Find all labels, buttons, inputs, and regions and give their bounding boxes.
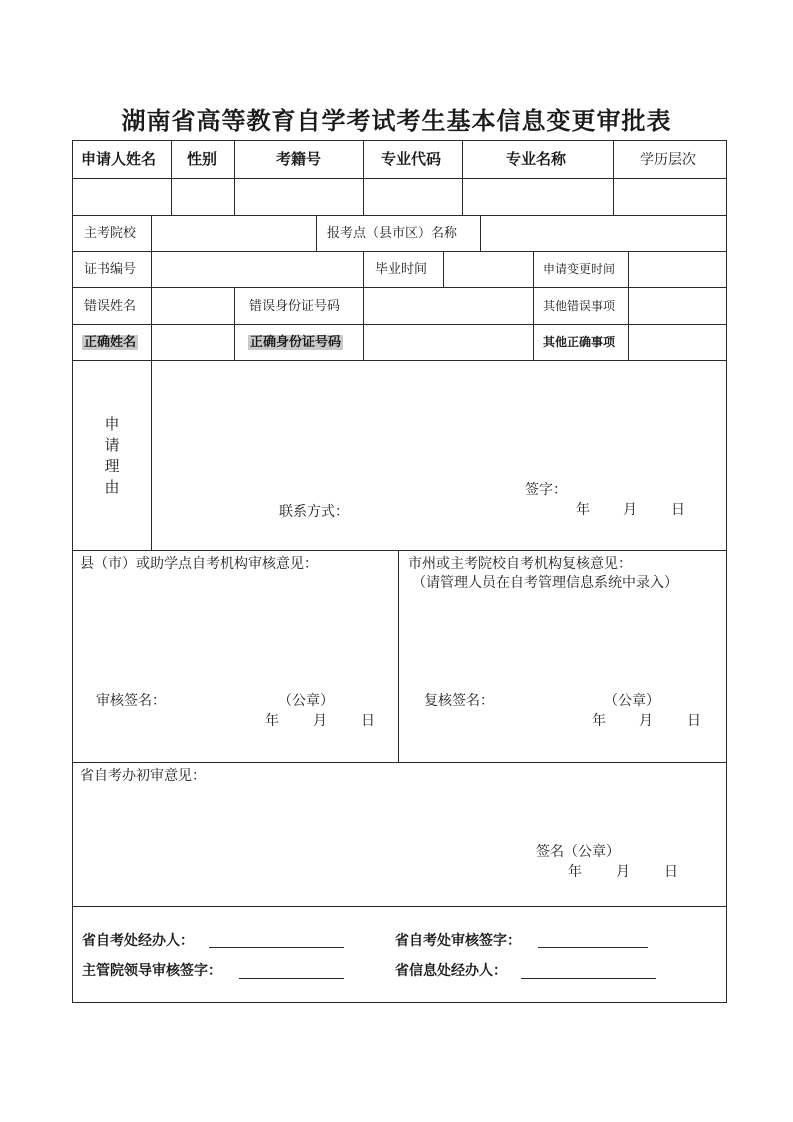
county-review-month: 月 xyxy=(313,713,327,729)
city-review-field[interactable] xyxy=(399,600,726,685)
header-gender: 性别 xyxy=(187,150,218,168)
border-right xyxy=(726,140,727,1003)
col-line xyxy=(363,251,364,287)
leader-signature-line[interactable] xyxy=(239,978,344,979)
wrong-id-label: 错误身份证号码 xyxy=(249,299,341,314)
main-school-field[interactable] xyxy=(152,216,316,251)
other-wrong-field[interactable] xyxy=(629,288,726,324)
apply-change-time-field[interactable] xyxy=(629,252,726,287)
header-education-level: 学历层次 xyxy=(640,152,696,168)
reason-day: 日 xyxy=(671,502,685,518)
wrong-name-label: 错误姓名 xyxy=(84,299,137,314)
province-review-title: 省自考办初审意见： xyxy=(80,768,206,784)
city-review-seal: （公章） xyxy=(604,693,660,709)
province-review-sign: 签名（公章） xyxy=(536,844,620,860)
applicant-name-field[interactable] xyxy=(73,179,171,215)
handler-signature-line[interactable] xyxy=(209,947,344,948)
reason-year: 年 xyxy=(576,502,590,518)
graduation-time-label: 毕业时间 xyxy=(375,262,428,277)
correct-id-label: 正确身份证号码 xyxy=(250,335,342,350)
county-review-title: 县（市）或助学点自考机构审核意见： xyxy=(80,556,318,572)
col-line xyxy=(316,215,317,251)
cert-number-field[interactable] xyxy=(152,252,363,287)
review-signature-line[interactable] xyxy=(538,947,648,948)
county-review-year: 年 xyxy=(265,713,279,729)
row-line xyxy=(72,550,727,551)
correct-name-label: 正确姓名 xyxy=(84,335,137,350)
reason-month: 月 xyxy=(623,502,637,518)
city-review-note: （请管理人员在自考管理信息系统中录入） xyxy=(412,575,678,591)
leader-sign-label: 主管院领导审核签字： xyxy=(82,963,222,979)
county-review-field[interactable] xyxy=(73,580,398,680)
city-review-month: 月 xyxy=(639,713,653,729)
header-major-name: 专业名称 xyxy=(506,150,567,168)
info-handler-signature-line[interactable] xyxy=(521,978,656,979)
cert-number-label: 证书编号 xyxy=(84,262,137,277)
province-review-field[interactable] xyxy=(73,792,726,842)
city-review-year: 年 xyxy=(592,713,606,729)
other-wrong-label: 其他错误事项 xyxy=(543,299,616,313)
major-code-field[interactable] xyxy=(364,179,462,215)
exam-site-field[interactable] xyxy=(481,216,726,251)
province-review-day: 日 xyxy=(664,864,678,880)
col-line xyxy=(234,287,235,360)
handler-label: 省自考处经办人： xyxy=(82,933,194,949)
province-review-year: 年 xyxy=(568,864,582,880)
exam-number-field[interactable] xyxy=(235,179,363,215)
row-line xyxy=(72,906,727,907)
reason-char: 由 xyxy=(104,478,120,496)
education-level-field[interactable] xyxy=(614,179,726,215)
header-applicant-name: 申请人姓名 xyxy=(81,150,157,168)
border-bottom xyxy=(72,1002,727,1003)
county-review-day: 日 xyxy=(361,713,375,729)
exam-site-label: 报考点（县市区）名称 xyxy=(327,226,458,241)
reason-char: 申 xyxy=(104,415,120,433)
reason-signature-label: 签字： xyxy=(525,482,567,498)
reason-char: 请 xyxy=(104,436,120,454)
graduation-time-field[interactable] xyxy=(444,252,533,287)
border-left xyxy=(72,140,73,1003)
reason-label xyxy=(104,414,120,498)
other-correct-label: 其他正确事项 xyxy=(543,335,616,349)
main-school-label: 主考院校 xyxy=(84,226,137,241)
county-review-seal: （公章） xyxy=(278,693,334,709)
form-title: 湖南省高等教育自学考试考生基本信息变更审批表 xyxy=(121,106,672,135)
review-sign-label: 省自考处审核签字： xyxy=(395,933,521,949)
city-review-day: 日 xyxy=(687,713,701,729)
correct-name-field[interactable] xyxy=(152,325,234,360)
row-line xyxy=(72,762,727,763)
reason-field[interactable] xyxy=(152,361,726,477)
wrong-name-field[interactable] xyxy=(152,288,234,324)
reason-contact-label: 联系方式： xyxy=(279,504,349,520)
city-review-title: 市州或主考院校自考机构复核意见： xyxy=(408,556,632,572)
header-exam-number: 考籍号 xyxy=(276,150,322,168)
wrong-id-field[interactable] xyxy=(364,288,533,324)
city-review-sign: 复核签名： xyxy=(424,693,494,709)
province-review-month: 月 xyxy=(616,864,630,880)
county-review-sign: 审核签名： xyxy=(96,693,166,709)
info-handler-label: 省信息处经办人： xyxy=(395,963,507,979)
correct-id-field[interactable] xyxy=(364,325,533,360)
col-line xyxy=(533,287,534,360)
gender-field[interactable] xyxy=(172,179,234,215)
other-correct-field[interactable] xyxy=(629,325,726,360)
header-major-code: 专业代码 xyxy=(381,150,442,168)
col-line xyxy=(533,251,534,287)
reason-char: 理 xyxy=(104,457,120,475)
apply-change-time-label: 申请变更时间 xyxy=(543,262,616,276)
major-name-field[interactable] xyxy=(463,179,613,215)
